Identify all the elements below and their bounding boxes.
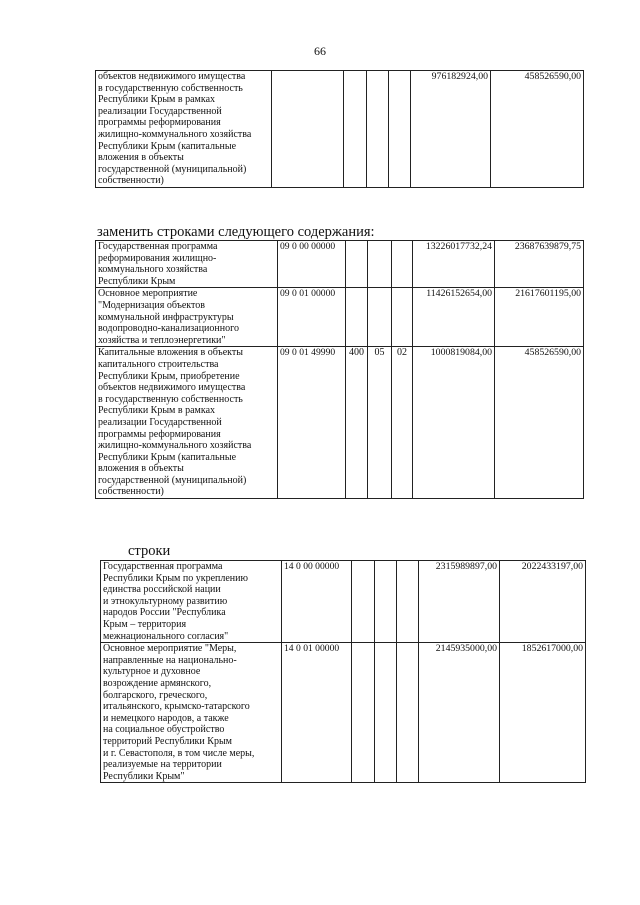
item-name-line: Основное мероприятие "Меры,: [103, 643, 237, 655]
amount-year2-cell: 23687639879,75: [495, 241, 584, 288]
expense-type-cell: [352, 561, 375, 643]
item-name-line: Республики Крым: [98, 275, 176, 287]
item-name-line: Государственная программа: [98, 241, 218, 252]
item-name-line: собственности): [98, 486, 164, 498]
amount-year2-cell: 21617601195,00: [495, 288, 584, 347]
item-name-line: реализации Государственной: [98, 105, 222, 117]
item-name-line: программы реформирования: [98, 117, 221, 129]
table-row: [101, 561, 586, 643]
item-name-line: жилищно-коммунального хозяйства: [98, 440, 252, 452]
table-row: [96, 71, 584, 188]
budget-table-continued: [95, 70, 584, 188]
item-name-line: программы реформирования: [98, 428, 221, 440]
item-name-line: направленные на национально-: [103, 654, 237, 666]
item-name-cell: [96, 288, 278, 347]
subsection-cell: [392, 241, 413, 288]
item-name-line: реформирования жилищно-: [98, 252, 217, 264]
item-name-line: объектов недвижимого имущества: [98, 382, 246, 394]
item-name-line: Государственная программа: [103, 561, 223, 572]
item-name-line: Республики Крым в рамках: [98, 94, 216, 106]
item-name-line: капитального строительства: [98, 358, 219, 370]
item-name-line: собственности): [98, 175, 164, 187]
amount-year2-cell: 458526590,00: [495, 347, 584, 499]
expense-type-cell: [352, 643, 375, 783]
replace-heading: заменить строками следующего содержания:: [97, 224, 375, 240]
item-name-line: вложения в объекты: [98, 152, 184, 164]
item-name-line: Основное мероприятие: [98, 288, 198, 300]
target-article-cell: 14 0 00 00000: [282, 561, 352, 643]
item-name-line: культурное и духовное: [103, 666, 201, 678]
item-name-line: итальянского, крымско-татарского: [103, 701, 250, 713]
item-name-cell: [96, 347, 278, 499]
table-row: [96, 288, 584, 347]
target-article-cell: 09 0 01 49990: [278, 347, 346, 499]
item-name-line: государственной (муниципальной): [98, 163, 247, 175]
subsection-cell: [397, 643, 419, 783]
section-cell: [375, 561, 397, 643]
target-article-cell: [272, 71, 344, 188]
amount-year1-cell: 11426152654,00: [413, 288, 495, 347]
expense-type-cell: [346, 241, 368, 288]
item-name-line: народов России "Республика: [103, 607, 226, 619]
item-name-line: коммунального хозяйства: [98, 264, 208, 276]
item-name-line: коммунальной инфраструктуры: [98, 311, 234, 323]
item-name-line: Капитальные вложения в объекты: [98, 347, 243, 359]
item-name-line: возрождение армянского,: [103, 677, 212, 689]
item-name-line: территорий Республики Крым: [103, 735, 232, 747]
amount-year2-cell: 1852617000,00: [500, 643, 586, 783]
item-name-line: на социальное обустройство: [103, 724, 225, 736]
item-name-line: реализации Государственной: [98, 416, 222, 428]
item-name-line: объектов недвижимого имущества: [98, 71, 246, 82]
item-name-cell: [101, 561, 282, 643]
amount-year1-cell: 1000819084,00: [413, 347, 495, 499]
item-name-line: жилищно-коммунального хозяйства: [98, 128, 252, 140]
amount-year2-cell: 458526590,00: [491, 71, 584, 188]
item-name-line: Республики Крым по укреплению: [103, 572, 248, 584]
item-name-line: и немецкого народов, а также: [103, 712, 229, 724]
amount-year1-cell: 2315989897,00: [419, 561, 500, 643]
budget-table-replacement: [95, 240, 584, 499]
table-row: [96, 241, 584, 288]
subsection-cell: [392, 288, 413, 347]
item-name-cell: [96, 241, 278, 288]
section-cell: [367, 71, 389, 188]
item-name-line: болгарского, греческого,: [103, 689, 208, 701]
section-cell: [368, 288, 392, 347]
expense-type-cell: [346, 288, 368, 347]
item-name-line: и г. Севастополя, в том числе меры,: [103, 747, 255, 759]
item-name-line: реализуемые на территории: [103, 759, 222, 771]
amount-year2-cell: 2022433197,00: [500, 561, 586, 643]
amount-year1-cell: 13226017732,24: [413, 241, 495, 288]
item-name-line: Крым – территория: [103, 618, 187, 630]
page-number: 66: [314, 44, 326, 58]
item-name-line: государственной (муниципальной): [98, 474, 247, 486]
section-cell: [368, 241, 392, 288]
item-name-line: хозяйства и теплоэнергетики": [98, 334, 226, 346]
table-row: [101, 643, 586, 783]
item-name-line: межнационального согласия": [103, 630, 229, 642]
item-name-line: вложения в объекты: [98, 463, 184, 475]
item-name-cell: [101, 643, 282, 783]
item-name-cell: [96, 71, 272, 188]
budget-table-rows: [100, 560, 586, 783]
expense-type-cell: 400: [346, 347, 368, 499]
item-name-line: Республики Крым в рамках: [98, 405, 216, 417]
item-name-line: "Модернизация объектов: [98, 299, 205, 311]
target-article-cell: 09 0 00 00000: [278, 241, 346, 288]
subsection-cell: [397, 561, 419, 643]
target-article-cell: 14 0 01 00000: [282, 643, 352, 783]
item-name-line: единства российской нации: [103, 584, 221, 596]
subsection-cell: [389, 71, 411, 188]
amount-year1-cell: 2145935000,00: [419, 643, 500, 783]
item-name-line: Республики Крым, приобретение: [98, 370, 240, 382]
rows-heading: строки: [128, 543, 171, 559]
item-name-line: водопроводно-канализационного: [98, 323, 239, 335]
section-cell: 05: [368, 347, 392, 499]
section-cell: [375, 643, 397, 783]
item-name-line: в государственную собственность: [98, 82, 243, 94]
item-name-line: и этнокультурному развитию: [103, 595, 228, 607]
item-name-line: Республики Крым": [103, 770, 185, 782]
item-name-line: Республики Крым (капитальные: [98, 140, 237, 152]
target-article-cell: 09 0 01 00000: [278, 288, 346, 347]
item-name-line: в государственную собственность: [98, 393, 243, 405]
expense-type-cell: [344, 71, 367, 188]
amount-year1-cell: 976182924,00: [411, 71, 491, 188]
item-name-line: Республики Крым (капитальные: [98, 451, 237, 463]
table-row: [96, 347, 584, 499]
subsection-cell: 02: [392, 347, 413, 499]
